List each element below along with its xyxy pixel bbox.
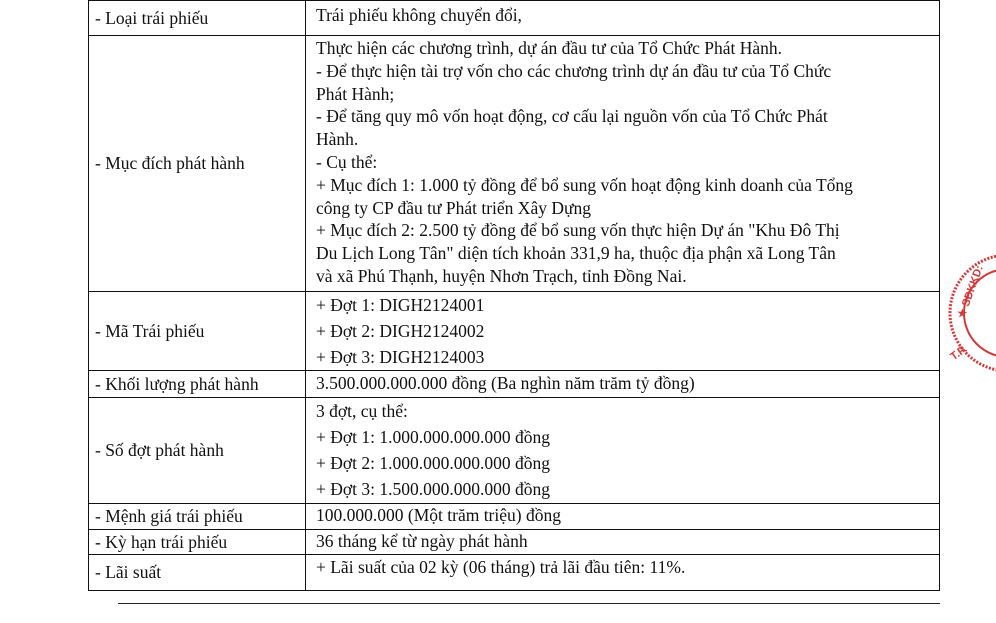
row-label: - Khối lượng phát hành [89, 370, 306, 397]
table-row-bond-code [89, 291, 940, 370]
row-label: - Mục đích phát hành [89, 36, 306, 292]
value-line: + Đợt 3: 1.500.000.000.000 đồng [316, 479, 550, 500]
row-label: - Kỳ hạn trái phiếu [89, 529, 306, 554]
value-line: Du Lịch Long Tân" diện tích khoản 331,9 ha, thuộc địa phận xã Long Tân [316, 243, 836, 264]
row-label: - Mệnh giá trái phiếu [89, 503, 306, 529]
value-line: + Mục đích 1: 1.000 tỷ đồng để bổ sung vốn hoạt động kinh doanh của Tổng [316, 174, 853, 195]
value-line: Trái phiếu không chuyển đổi, [316, 5, 522, 25]
row-value [306, 529, 940, 554]
value-line: + Đợt 2: DIGH2124002 [316, 320, 485, 341]
value-line: + Đợt 3: DIGH2124003 [316, 346, 485, 367]
table-row-issuance-batches [89, 397, 940, 503]
value-line: + Đợt 2: 1.000.000.000.000 đồng [316, 453, 550, 474]
row-value [306, 503, 940, 529]
row-label: - Số đợt phát hành [89, 397, 306, 503]
value-line: + Đợt 1: DIGH2124001 [316, 294, 485, 315]
value-line: công ty CP đầu tư Phát triển Xây Dựng [316, 197, 591, 218]
value-line: Hành. [316, 129, 359, 150]
value-line: - Để tăng quy mô vốn hoạt động, cơ cấu lại nguồn vốn của Tổ Chức Phát [316, 106, 828, 127]
value-line: 100.000.000 (Một trăm triệu) đồng [316, 504, 561, 525]
value-line: - Để thực hiện tài trợ vốn cho các chương trình dự án đầu tư của Tổ Chức [316, 60, 832, 81]
value-line: + Đợt 1: 1.000.000.000.000 đồng [316, 426, 550, 447]
table-row-par-value [89, 503, 940, 529]
row-label: - Lãi suất [89, 554, 306, 590]
table-row-issuance-purpose [89, 36, 940, 292]
row-value [306, 1, 940, 36]
company-seal-stamp [946, 238, 996, 388]
row-value [306, 554, 940, 590]
value-line: Thực hiện các chương trình, dự án đầu tư của Tổ Chức Phát Hành. [316, 38, 783, 58]
row-value [306, 291, 940, 370]
table-row-bond-term [89, 529, 940, 554]
table-row-bond-type [89, 1, 940, 36]
row-label: - Loại trái phiếu [89, 1, 306, 36]
row-value [306, 397, 940, 503]
value-line: - Cụ thể: [316, 151, 378, 172]
value-line: Phát Hành; [316, 83, 395, 104]
footer-divider [118, 603, 940, 604]
svg-text:T.P.: T.P. [948, 343, 970, 364]
table-row-issuance-volume [89, 370, 940, 397]
row-value [306, 370, 940, 397]
row-value [306, 36, 940, 292]
value-line: 3 đợt, cụ thể: [316, 400, 408, 421]
value-line: + Mục đích 2: 2.500 tỷ đồng để bổ sung vốn thực hiện Dự án "Khu Đô Thị [316, 220, 840, 241]
row-label: - Mã Trái phiếu [89, 291, 306, 370]
bond-terms-table [88, 0, 940, 591]
value-line: + Lãi suất của 02 kỳ (06 tháng) trả lãi đầu tiên: 11%. [316, 556, 686, 577]
svg-text:★ SĐKKD:: ★ SĐKKD: [955, 263, 986, 321]
value-line: và xã Phú Thạnh, huyện Nhơn Trạch, tỉnh Đồng Nai. [316, 265, 687, 286]
table-row-interest-rate [89, 554, 940, 590]
value-line: 36 tháng kể từ ngày phát hành [316, 530, 528, 551]
value-line: 3.500.000.000.000 đồng (Ba nghìn năm trăm tỷ đồng) [316, 372, 695, 393]
